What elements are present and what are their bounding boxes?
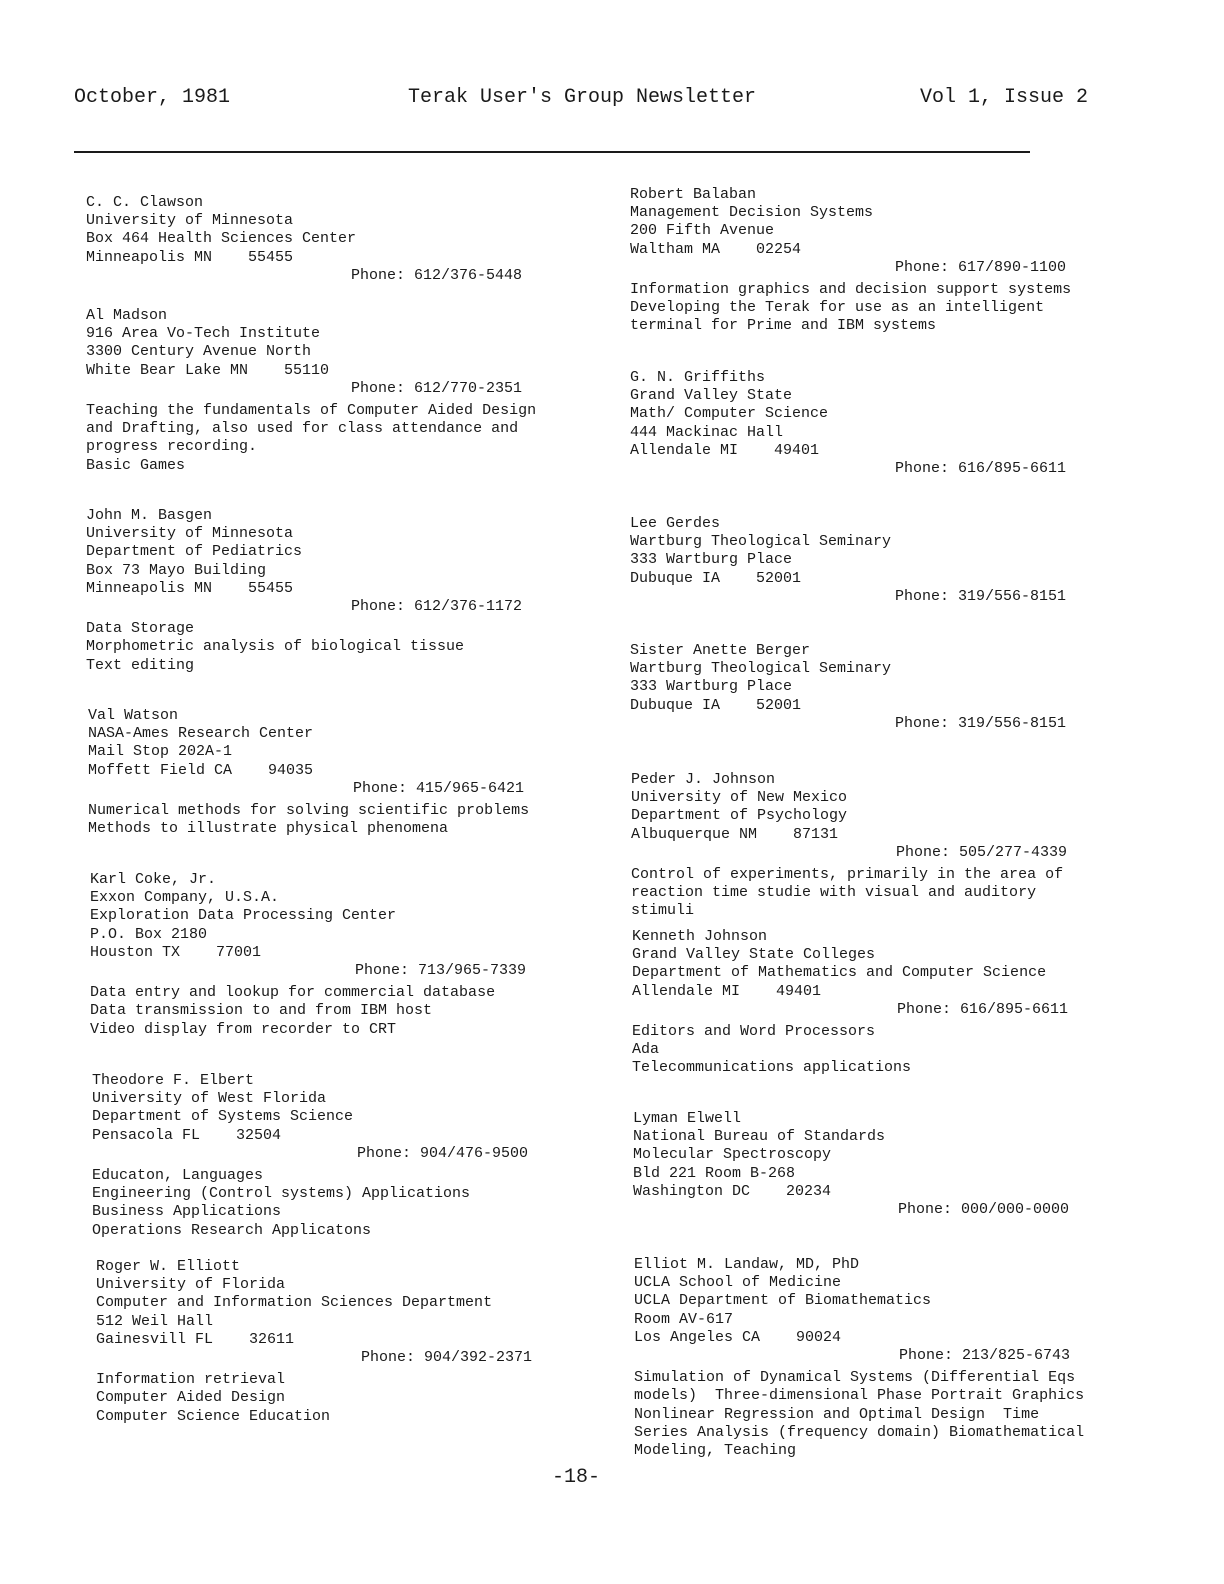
directory-entry (630, 515, 1150, 606)
entry-address-line: UCLA School of Medicine (634, 1274, 842, 1292)
entry-note-line: Computer Aided Design (96, 1389, 286, 1407)
entry-address-line: Washington DC 20234 (633, 1182, 832, 1200)
entry-name: Elliot M. Landaw, MD, PhD (634, 1256, 860, 1273)
entry-address-line: Minneapolis MN 55455 (86, 579, 294, 597)
entry-name: John M. Basgen (86, 507, 213, 524)
entry-address-line: Molecular Spectroscopy (633, 1146, 832, 1164)
entry-phone: Phone: 612/376-1172 (351, 597, 523, 615)
entry-address-line: Computer and Information Sciences Department (96, 1294, 493, 1312)
entry-name: Lyman Elwell (633, 1110, 742, 1127)
directory-entry (86, 507, 606, 675)
entry-phone: Phone: 612/376-5448 (351, 266, 523, 284)
directory-entry (96, 1258, 616, 1426)
entry-name: Val Watson (88, 707, 179, 724)
entry-address-line: Room AV-617 (634, 1310, 734, 1328)
directory-entry (86, 307, 606, 475)
entry-address-line: Wartburg Theological Seminary (630, 660, 892, 678)
entry-address-line: 333 Wartburg Place (630, 678, 793, 696)
entry-address-line: Wartburg Theological Seminary (630, 533, 892, 551)
entry-note-line: models) Three-dimensional Phase Portrait Graphics (634, 1387, 1085, 1405)
entry-phone: Phone: 505/277-4339 (896, 843, 1068, 861)
entry-name: Roger W. Elliott (96, 1258, 241, 1275)
entry-address-line: University of Florida (96, 1276, 286, 1294)
entry-name: Al Madson (86, 307, 168, 324)
entry-address-line: UCLA Department of Biomathematics (634, 1292, 932, 1310)
entry-address-line: P.O. Box 2180 (90, 925, 208, 943)
entry-note-line: Series Analysis (frequency domain) Biomathematical (634, 1423, 1085, 1441)
entry-note-line: Video display from recorder to CRT (90, 1020, 397, 1038)
entry-address-line: University of New Mexico (631, 789, 848, 807)
entry-note-line: Developing the Terak for use as an intelligent (630, 299, 1045, 317)
entry-address-line: 512 Weil Hall (96, 1312, 214, 1330)
entry-address-line: Box 73 Mayo Building (86, 561, 267, 579)
entry-notes (90, 984, 610, 1039)
entry-name: Theodore F. Elbert (92, 1072, 255, 1089)
entry-note-line: terminal for Prime and IBM systems (630, 317, 937, 335)
entry-name: Sister Anette Berger (630, 642, 811, 659)
entry-address-line: NASA-Ames Research Center (88, 725, 314, 743)
header-title: Terak User's Group Newsletter (408, 86, 757, 109)
directory-entry (631, 771, 1151, 921)
entry-address-line: 916 Area Vo-Tech Institute (86, 325, 321, 343)
directory-entry (633, 1110, 1153, 1219)
directory-entry (630, 642, 1150, 733)
entry-address-line: Los Angeles CA 90024 (634, 1328, 842, 1346)
entry-note-line: Data entry and lookup for commercial database (90, 984, 496, 1002)
entry-phone: Phone: 904/392-2371 (361, 1348, 533, 1366)
entry-address-line: Box 464 Health Sciences Center (86, 230, 357, 248)
entry-note-line: Modeling, Teaching (634, 1441, 797, 1459)
entry-address-line: Exxon Company, U.S.A. (90, 889, 280, 907)
entry-name: C. C. Clawson (86, 194, 204, 211)
entry-notes (92, 1167, 612, 1240)
entry-note-line: Information retrieval (96, 1371, 286, 1389)
entry-note-line: Educaton, Languages (92, 1166, 264, 1184)
directory-entry (90, 871, 610, 1039)
entry-address-line: Moffett Field CA 94035 (88, 761, 314, 779)
entry-address-line: Allendale MI 49401 (630, 441, 820, 459)
entry-address-line: Department of Systems Science (92, 1108, 354, 1126)
entry-name: Peder J. Johnson (631, 771, 776, 788)
entry-address-line: Math/ Computer Science (630, 405, 829, 423)
entry-note-line: progress recording. (86, 438, 258, 456)
entry-note-line: Simulation of Dynamical Systems (Differential Eqs (634, 1369, 1076, 1387)
entry-note-line: Data Storage (86, 620, 195, 638)
entry-address-line: 200 Fifth Avenue (630, 222, 775, 240)
entry-phone: Phone: 617/890-1100 (895, 258, 1067, 276)
entry-address-line: 3300 Century Avenue North (86, 343, 312, 361)
entry-note-line: Engineering (Control systems) Applications (92, 1185, 471, 1203)
directory-entry (630, 186, 1150, 336)
entry-note-line: Operations Research Applicatons (92, 1221, 372, 1239)
entry-phone: Phone: 213/825-6743 (899, 1346, 1071, 1364)
entry-address-line: White Bear Lake MN 55110 (86, 361, 330, 379)
entry-note-line: Basic Games (86, 456, 186, 474)
entry-address-line: Mail Stop 202A-1 (88, 743, 233, 761)
entry-address-line: 444 Mackinac Hall (630, 423, 784, 441)
header-date: October, 1981 (74, 86, 231, 109)
entry-note-line: reaction time studie with visual and auditory (631, 884, 1037, 902)
entry-phone: Phone: 415/965-6421 (353, 779, 525, 797)
entry-note-line: Telecommunications applications (632, 1059, 912, 1077)
entry-address-line: National Bureau of Standards (633, 1128, 886, 1146)
entry-notes (88, 802, 608, 838)
entry-address-line: University of Minnesota (86, 212, 294, 230)
directory-entry (92, 1072, 612, 1240)
entry-phone: Phone: 612/770-2351 (351, 379, 523, 397)
entry-note-line: Business Applications (92, 1203, 282, 1221)
directory-entry (86, 194, 606, 285)
entry-notes (634, 1369, 1154, 1460)
entry-address-line: Albuquerque NM 87131 (631, 825, 839, 843)
entry-address-line: University of Minnesota (86, 525, 294, 543)
entry-address-line: Allendale MI 49401 (632, 982, 822, 1000)
entry-note-line: Information graphics and decision support systems (630, 280, 1072, 298)
entry-address-line: Gainesvill FL 32611 (96, 1330, 295, 1348)
directory-entry (632, 928, 1152, 1078)
entry-note-line: Text editing (86, 656, 195, 674)
entry-note-line: Editors and Word Processors (632, 1022, 876, 1040)
page-number: -18- (552, 1466, 601, 1489)
entry-note-line: Control of experiments, primarily in the area of (631, 865, 1064, 883)
header-volume: Vol 1, Issue 2 (920, 86, 1089, 109)
entry-note-line: Data transmission to and from IBM host (90, 1002, 433, 1020)
entry-address-line: 333 Wartburg Place (630, 551, 793, 569)
entry-note-line: Methods to illustrate physical phenomena (88, 820, 449, 838)
directory-entry (88, 707, 608, 838)
entry-name: Robert Balaban (630, 186, 757, 203)
entry-notes (86, 402, 606, 475)
entry-address-line: Minneapolis MN 55455 (86, 248, 294, 266)
entry-address-line: Houston TX 77001 (90, 943, 262, 961)
entry-address-line: Grand Valley State Colleges (632, 946, 876, 964)
entry-note-line: Teaching the fundamentals of Computer Aided Design (86, 401, 537, 419)
entry-phone: Phone: 904/476-9500 (357, 1144, 529, 1162)
entry-address-line: Management Decision Systems (630, 204, 874, 222)
entry-phone: Phone: 616/895-6611 (895, 459, 1067, 477)
entry-phone: Phone: 000/000-0000 (898, 1200, 1070, 1218)
entry-note-line: and Drafting, also used for class attendance and (86, 420, 519, 438)
entry-address-line: Department of Mathematics and Computer Science (632, 964, 1047, 982)
entry-phone: Phone: 319/556-8151 (895, 587, 1067, 605)
entry-address-line: Department of Pediatrics (86, 543, 303, 561)
directory-entry (634, 1256, 1154, 1460)
entry-name: Kenneth Johnson (632, 928, 768, 945)
entry-phone: Phone: 319/556-8151 (895, 714, 1067, 732)
entry-note-line: Computer Science Education (96, 1407, 331, 1425)
entry-address-line: Grand Valley State (630, 387, 793, 405)
entry-name: Lee Gerdes (630, 515, 721, 532)
entry-address-line: Exploration Data Processing Center (90, 907, 397, 925)
entry-notes (86, 620, 606, 675)
entry-note-line: Ada (632, 1041, 660, 1059)
entry-note-line: Morphometric analysis of biological tissue (86, 638, 465, 656)
entry-note-line: stimuli (631, 902, 695, 920)
header-rule (74, 151, 1030, 153)
entry-address-line: University of West Florida (92, 1090, 327, 1108)
entry-address-line: Pensacola FL 32504 (92, 1126, 282, 1144)
entry-note-line: Numerical methods for solving scientific problems (88, 801, 530, 819)
entry-notes (630, 281, 1150, 336)
entry-notes (96, 1371, 616, 1426)
entry-address-line: Waltham MA 02254 (630, 240, 802, 258)
entry-address-line: Bld 221 Room B-268 (633, 1164, 796, 1182)
directory-entry (630, 369, 1150, 478)
entry-address-line: Dubuque IA 52001 (630, 696, 802, 714)
entry-phone: Phone: 616/895-6611 (897, 1000, 1069, 1018)
entry-address-line: Department of Psychology (631, 807, 848, 825)
entry-phone: Phone: 713/965-7339 (355, 961, 527, 979)
entry-notes (632, 1023, 1152, 1078)
entry-notes (631, 866, 1151, 921)
entry-address-line: Dubuque IA 52001 (630, 569, 802, 587)
entry-name: G. N. Griffiths (630, 369, 766, 386)
entry-name: Karl Coke, Jr. (90, 871, 217, 888)
entry-note-line: Nonlinear Regression and Optimal Design Time (634, 1405, 1040, 1423)
